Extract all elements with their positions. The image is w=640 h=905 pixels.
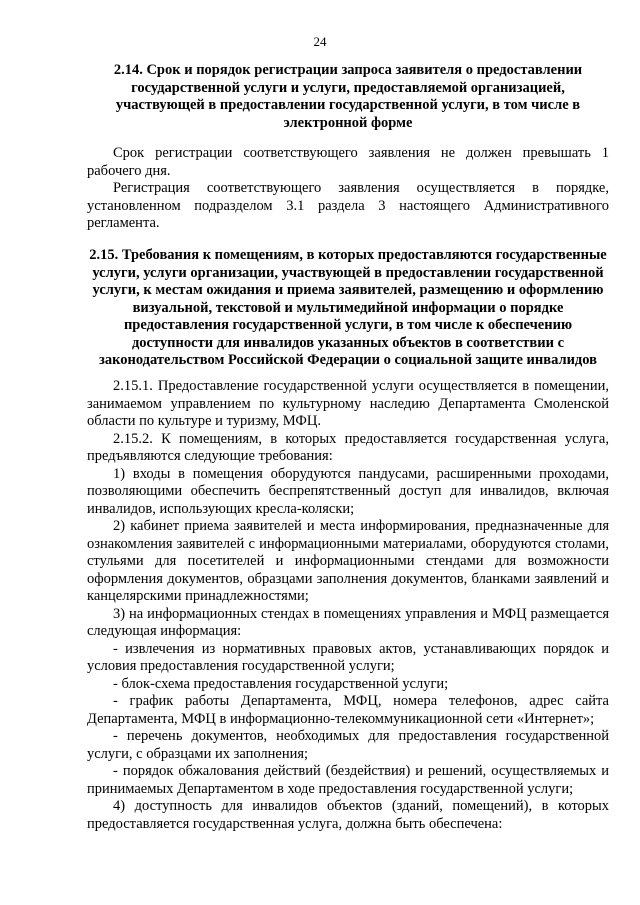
list-item: - извлечения из нормативных правовых актов, устанавливающих порядок и условия предоставления государственной услуги; [87, 640, 609, 674]
section-2-15-heading-block [87, 247, 609, 370]
list-item: 1) входы в помещения оборудуются пандусами, расширенными проходами, позволяющими обеспечить беспрепятственный доступ для инвалидов, включая инвалидов, использующих кресла-коляски; [87, 465, 609, 517]
list-item: - перечень документов, необходимых для предоставления государственной услуги, с образцами их заполнения; [87, 728, 609, 762]
paragraph: Срок регистрации соответствующего заявления не должен превышать 1 рабочего дня. [87, 145, 609, 179]
list-item: - блок-схема предоставления государственной услуги; [113, 675, 449, 692]
section-2-15-body [87, 378, 609, 833]
list-item: 4) доступность для инвалидов объектов (зданий, помещений), в которых предоставляется государственная услуга, должна быть обеспечена: [87, 798, 609, 832]
section-2-15-heading: 2.15. Требования к помещениям, в которых предоставляются государственные услуги, услуги организации, участвующей в предоставлении государственной услуги, к местам ожидания и приема заявителей, размещению и оформлению визуальной, текстовой и мультимедийной информации о порядке предоставления государственной услуги, в том числе к обеспечению доступности для инвалидов указанных объектов в соответствии с законодательством Российской Федерации о социальной защите инвалидов [89, 247, 607, 368]
page-number: 24 [313, 34, 327, 49]
list-item: - график работы Департамента, МФЦ, номера телефонов, адрес сайта Департамента, МФЦ в информационно-телекоммуникационной сети «Интернет»; [87, 693, 609, 727]
list-item: 3) на информационных стендах в помещениях управления и МФЦ размещается следующая информация: [87, 605, 609, 639]
section-2-14-heading-block [87, 62, 609, 132]
paragraph: 2.15.1. Предоставление государственной услуги осуществляется в помещении, занимаемом управлением по культурному наследию Департамента Смоленской области по культуре и туризму, МФЦ. [87, 378, 609, 429]
section-2-14-heading: 2.14. Срок и порядок регистрации запроса заявителя о предоставлении государственной услуги и услуги, предоставляемой организацией, участвующей в предоставлении государственной услуги, в том числе в электронной форме [113, 62, 583, 131]
section-2-14-body [87, 145, 609, 233]
list-item: - порядок обжалования действий (бездействия) и решений, осуществляемых и принимаемых Департаментом в ходе предоставления государственной услуги; [87, 763, 609, 797]
paragraph: 2.15.2. К помещениям, в которых предоставляется государственная услуга, предъявляются следующие требования: [87, 430, 609, 464]
list-item: 2) кабинет приема заявителей и места информирования, предназначенные для ознакомления заявителей с информационными материалами, оборудуются столами, стульями для посетителей и информационными стендами для возможности оформления документов, образцами заполнения документов, бланками заявлений и канцелярскими принадлежностями; [87, 518, 609, 604]
paragraph: Регистрация соответствующего заявления осуществляется в порядке, установленном подразделом 3.1 раздела 3 настоящего Административного регламента. [87, 180, 609, 231]
